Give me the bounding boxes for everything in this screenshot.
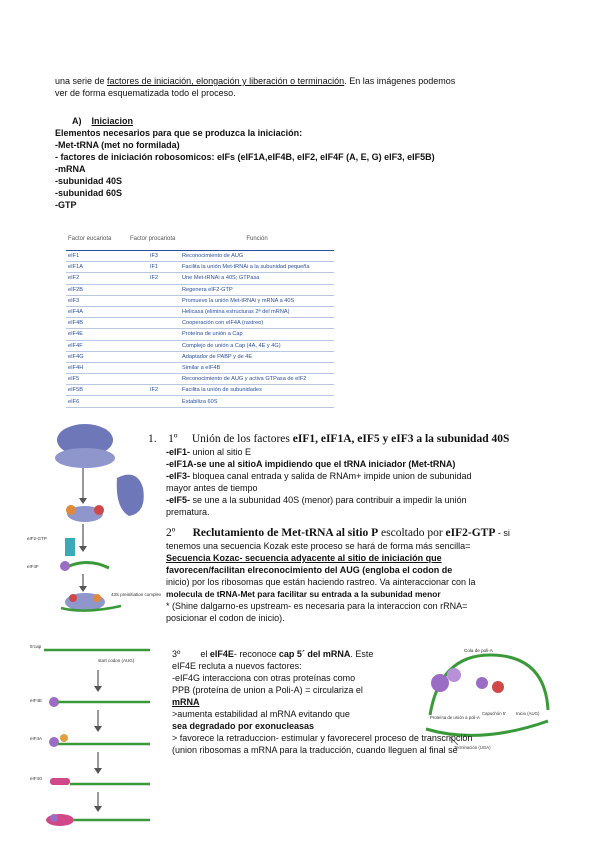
initiation-figure bbox=[25, 418, 162, 618]
cell-eukaryotic: eIF4G bbox=[66, 351, 128, 362]
step3-line-6: > favorece la retraduccion- estimular y favorecerel proceso de transcripción bbox=[172, 733, 473, 743]
col-header-eukaryotic: Factor eucariota bbox=[66, 228, 128, 251]
fig2-label-eif4e: eIF4E bbox=[30, 698, 43, 703]
step1-line: -eIF1- union al sitio E bbox=[166, 447, 252, 457]
cell-eukaryotic: eIF5 bbox=[66, 374, 128, 385]
cell-function: Estabiliza 60S bbox=[180, 396, 334, 407]
cell-prokaryotic bbox=[128, 362, 180, 373]
factor-table bbox=[66, 228, 334, 408]
table-row bbox=[66, 318, 334, 329]
cell-function: Cooperación con eIF4A (rastreo) bbox=[180, 318, 334, 329]
factors-phrase: factores de iniciación, elongación y liberación o terminación bbox=[107, 76, 345, 86]
step3-line-0: eIF4E recluta a nuevos factores: bbox=[172, 661, 302, 671]
cell-prokaryotic bbox=[128, 329, 180, 340]
step3-line-3: mRNA bbox=[172, 697, 200, 707]
eif3-shape bbox=[117, 475, 144, 516]
cell-eukaryotic: eIF6 bbox=[66, 396, 128, 407]
step3-line-5: sea degradado por exonucleasas bbox=[172, 721, 315, 731]
element-item: -mRNA bbox=[55, 164, 86, 174]
cell-function: Reconocimiento de AUG bbox=[180, 251, 334, 262]
cell-prokaryotic bbox=[128, 284, 180, 295]
table-header-row bbox=[66, 228, 334, 251]
step2-block bbox=[166, 526, 550, 624]
cell-eukaryotic: eIF4A bbox=[66, 306, 128, 317]
cell-eukaryotic: eIF5B bbox=[66, 385, 128, 396]
step1-line: -eIF5- se une a la subunidad 40S (menor) para contribuir a impedir la unión bbox=[166, 495, 467, 505]
fig1-label-complex: 43S preinitiation complex bbox=[111, 592, 162, 597]
cell-prokaryotic: IF2 bbox=[128, 385, 180, 396]
cell-eukaryotic: eIF3 bbox=[66, 295, 128, 306]
cell-function: Reconocimiento de AUG y activa GTPasa de eIF2 bbox=[180, 374, 334, 385]
cell-prokaryotic bbox=[128, 396, 180, 407]
elements-heading: Elementos necesarios para que se produzca la iniciación: bbox=[55, 128, 303, 138]
table-row bbox=[66, 262, 334, 273]
cell-eukaryotic: eIF2 bbox=[66, 273, 128, 284]
cap-figure bbox=[30, 640, 158, 828]
table-row bbox=[66, 362, 334, 373]
cell-prokaryotic bbox=[128, 318, 180, 329]
fig3-label-pabp: Proteína de unión a poli-A bbox=[430, 715, 480, 720]
cell-eukaryotic: eIF1 bbox=[66, 251, 128, 262]
fig1-label-eif4f: eIF4F bbox=[27, 564, 39, 569]
step2-line-4: molecula de tRNA-Met para facilitar su entrada a la subunidad menor bbox=[166, 589, 441, 599]
cell-function: Facilita la unión Met-tRNAi a la subunidad pequeña bbox=[180, 262, 334, 273]
fig1-label-eif2gtp: eIF2-GTP bbox=[27, 536, 47, 541]
elements-list bbox=[55, 127, 555, 211]
intro-paragraph bbox=[55, 75, 550, 99]
step1-line: mayor antes de tiempo bbox=[166, 483, 258, 493]
cell-prokaryotic bbox=[128, 374, 180, 385]
cell-function: Facilita la unión de subunidades bbox=[180, 385, 334, 396]
cell-function: Promueve la unión Met-tRNAi y mRNA a 40S bbox=[180, 295, 334, 306]
fig2-label-start: start codon (AUG) bbox=[98, 658, 135, 663]
col-header-function: Función bbox=[180, 228, 334, 251]
fig3-label-cap: Capuchón 5' bbox=[482, 711, 506, 716]
element-item: -GTP bbox=[55, 200, 77, 210]
intro-line-2: ver de forma esquematizada todo el proceso. bbox=[55, 88, 236, 98]
table-row bbox=[66, 284, 334, 295]
cell-function: Helicasa (elimina estructuras 2ª del mRNA) bbox=[180, 306, 334, 317]
element-item: -Met-tRNA (met no formilada) bbox=[55, 140, 180, 150]
table-row bbox=[66, 295, 334, 306]
step2-line-5: * (Shine dalgarno-es upstream- es necesaria para la interaccion con rRNA= bbox=[166, 601, 468, 611]
cap-diagram bbox=[30, 640, 158, 828]
cell-eukaryotic: eIF2B bbox=[66, 284, 128, 295]
element-item: -subunidad 40S bbox=[55, 176, 123, 186]
cell-eukaryotic: eIF1A bbox=[66, 262, 128, 273]
step2-title: 2º Reclutamiento de Met-tRNA al sitio P escoltado por eIF2-GTP - si bbox=[166, 527, 510, 539]
step2-line-6: posicionar el codon de inicio). bbox=[166, 613, 285, 623]
step3-line-4: >aumenta estabilidad al mRNA evitando que bbox=[172, 709, 350, 719]
initiation-diagram bbox=[25, 418, 162, 618]
step1-line: -eIF1A-se une al sitioA impidiendo que el tRNA iniciador (Met-tRNA) bbox=[166, 459, 456, 469]
mrna-line-fig1 bbox=[69, 562, 109, 568]
cell-prokaryotic: IF1 bbox=[128, 262, 180, 273]
step3-continued bbox=[172, 732, 552, 756]
cell-function: Regenera eIF2-GTP bbox=[180, 284, 334, 295]
cell-prokaryotic bbox=[128, 295, 180, 306]
step3-line-7: (union ribosomas a mRNA para la traducción, cuando lleguen al final se bbox=[172, 745, 458, 755]
fig2-label-cap: 5'cap bbox=[30, 645, 42, 650]
cell-prokaryotic bbox=[128, 351, 180, 362]
cell-prokaryotic bbox=[128, 340, 180, 351]
element-item: -subunidad 60S bbox=[55, 188, 123, 198]
element-item: - factores de iniciación robosomicos: eIFs (eIF1A,eIF4B, eIF2, eIF4F (A, E, G) eIF3, eIF5B) bbox=[55, 152, 435, 162]
step1-block bbox=[148, 432, 550, 518]
pabp-shape bbox=[431, 674, 449, 692]
cell-prokaryotic: IF2 bbox=[128, 273, 180, 284]
table-row bbox=[66, 306, 334, 317]
intro-line-1: una serie de factores de iniciación, elongación y liberación o terminación. En las imágenes podemos bbox=[55, 76, 456, 86]
cell-eukaryotic: eIF4B bbox=[66, 318, 128, 329]
step2-line-1: Secuencia Kozac- secuencia adyacente al sitio de iniciación que bbox=[166, 553, 442, 563]
step3-line-1: -eIF4G interacciona con otras proteínas como bbox=[172, 673, 356, 683]
section-heading: A) Iniciacion bbox=[72, 116, 134, 126]
cell-eukaryotic: eIF4F bbox=[66, 340, 128, 351]
step1-line: prematura. bbox=[166, 507, 210, 517]
fig3-label-start: Inicio (AUG) bbox=[516, 711, 540, 716]
table-row bbox=[66, 251, 334, 262]
step3-line-2: PPB (proteína de union a Poli-A) = circulariza el bbox=[172, 685, 363, 695]
cell-prokaryotic bbox=[128, 306, 180, 317]
cell-function: Complejo de unión a Cap (4A, 4E y 4G) bbox=[180, 340, 334, 351]
cell-prokaryotic: IF3 bbox=[128, 251, 180, 262]
fig2-label-eif4a: eIF4A bbox=[30, 736, 43, 741]
cell-function: Proteína de unión a Cap bbox=[180, 329, 334, 340]
step2-line-2: favorecen/facilitan elreconocimiento del AUG (engloba el codon de bbox=[166, 565, 453, 575]
step3-title: 3º el eIF4E- reconoce cap 5´ del mRNA. Este bbox=[172, 649, 374, 659]
cell-function: Adaptador de PABP y de 4E bbox=[180, 351, 334, 362]
table-row bbox=[66, 273, 334, 284]
step2-line-3: inicio) por los ribosomas que están haciendo rastreo. Va ainteraccionar con la bbox=[166, 577, 476, 587]
cell-eukaryotic: eIF4E bbox=[66, 329, 128, 340]
small-subunit-shape bbox=[55, 448, 115, 468]
cell-function: Une Met-tRNAi a 40S; GTPasa bbox=[180, 273, 334, 284]
fig3-label-polya-tail: Cola de poli-A bbox=[464, 648, 493, 653]
table-row bbox=[66, 340, 334, 351]
table-row bbox=[66, 396, 334, 407]
table-row bbox=[66, 329, 334, 340]
step1-title: 1. 1º Unión de los factores eIF1, eIF1A, eIF5 y eIF3 a la subunidad 40S bbox=[148, 433, 510, 445]
step2-line-0: tenemos una secuencia Kozak este proceso se hará de forma más sencilla= bbox=[166, 541, 471, 551]
cell-eukaryotic: eIF4H bbox=[66, 362, 128, 373]
fig3-label-stop: Terminación (UGA) bbox=[454, 745, 491, 750]
eif2-gtp-shape bbox=[65, 538, 75, 556]
table-row bbox=[66, 385, 334, 396]
col-header-prokaryotic: Factor procariota bbox=[128, 228, 180, 251]
cell-function: Similar a eIF4B bbox=[180, 362, 334, 373]
step1-line: -eIF3- bloquea canal entrada y salida de RNAm+ impide union de subunidad bbox=[166, 471, 472, 481]
table-row bbox=[66, 374, 334, 385]
table-row bbox=[66, 351, 334, 362]
step3-block bbox=[172, 648, 410, 732]
fig2-label-eif4g: eIF4G bbox=[30, 776, 43, 781]
